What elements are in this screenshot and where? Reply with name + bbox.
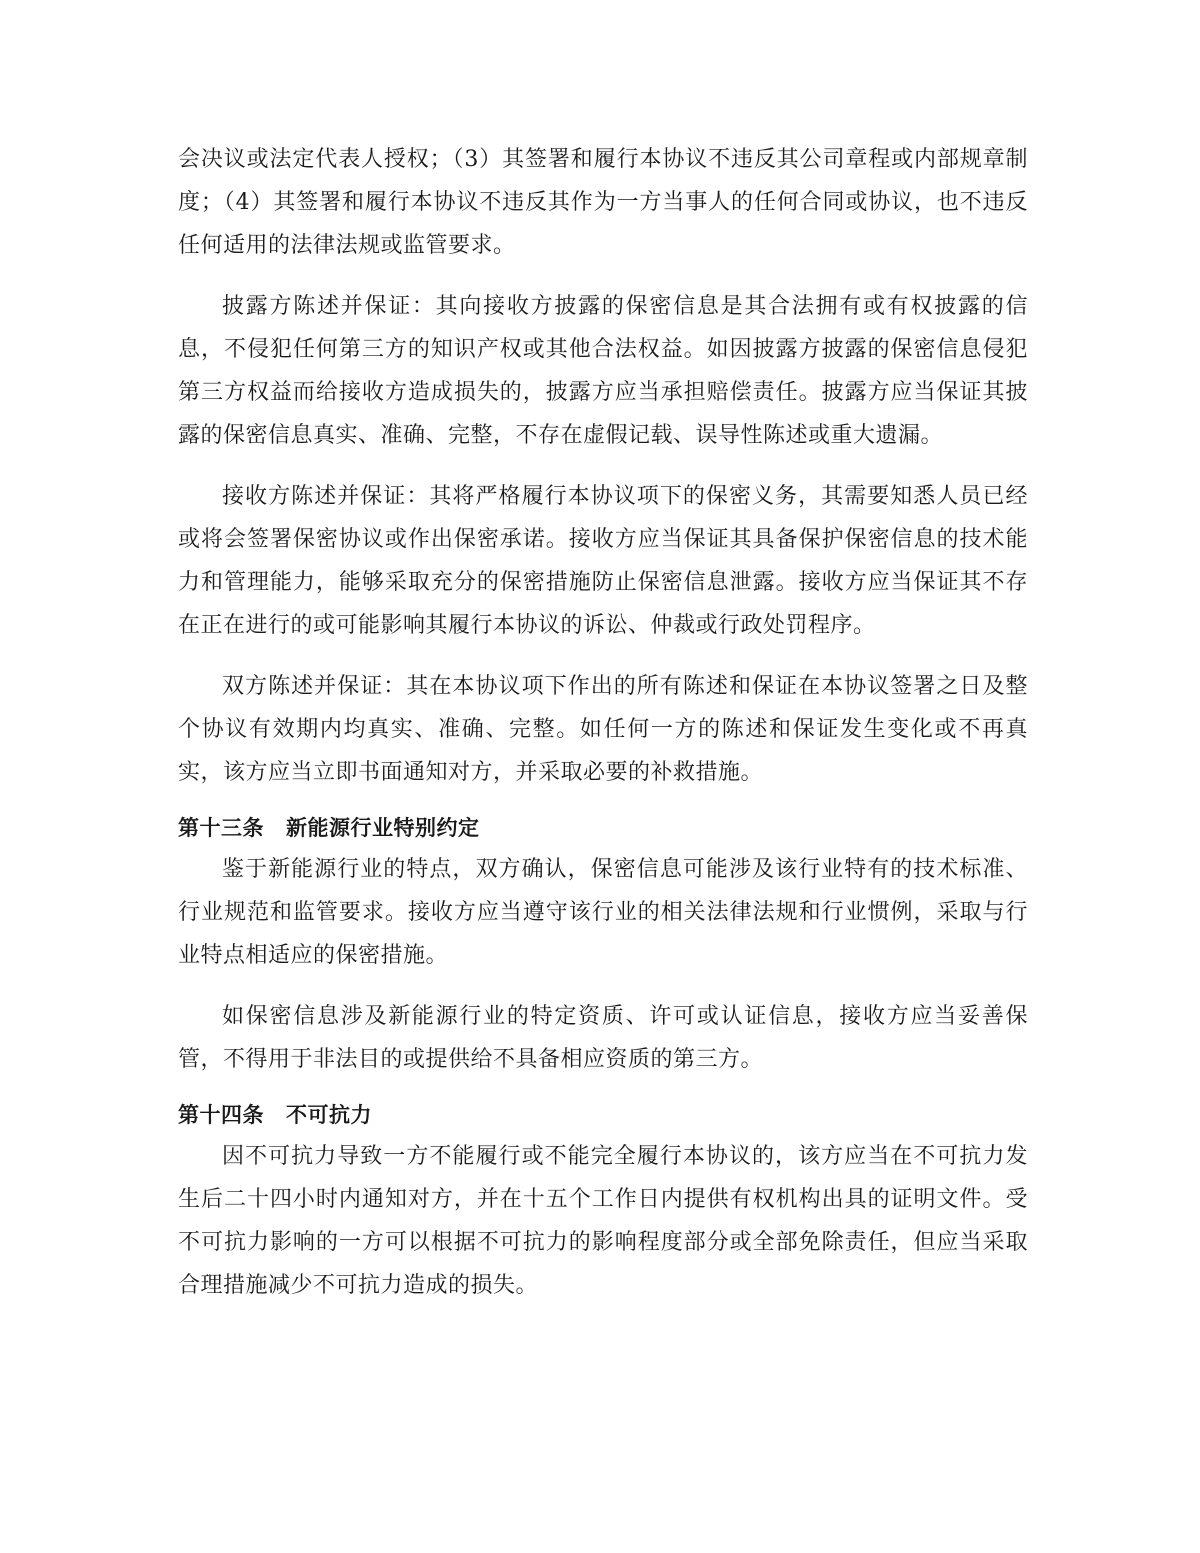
- article-13-heading: [178, 808, 1028, 848]
- paragraph-recipient-warranty: 接收方陈述并保证：其将严格履行本协议项下的保密义务，其需要知悉人员已经或将会签署保密协议或作出保密承诺。接收方应当保证其具备保护保密信息的技术能力和管理能力，能够采取充分的保密措施防止保密信息泄露。接收方应当保证其不存在正在进行的或可能影响其履行本协议的诉讼、仲裁或行政处罚程序。: [178, 484, 1028, 638]
- paragraph-continuation: 会决议或法定代表人授权；（3）其签署和履行本协议不违反其公司章程或内部规章制度；（4）其签署和履行本协议不违反其作为一方当事人的任何合同或协议，也不违反任何适用的法律法规或监管要求。: [178, 147, 1028, 258]
- article-13-title: 新能源行业特别约定: [286, 816, 480, 840]
- paragraph-discloser-warranty: 披露方陈述并保证：其向接收方披露的保密信息是其合法拥有或有权披露的信息，不侵犯任何第三方的知识产权或其他合法权益。如因披露方披露的保密信息侵犯第三方权益而给接收方造成损失的，披露方应当承担赔偿责任。披露方应当保证其披露的保密信息真实、准确、完整，不存在虚假记载、误导性陈述或重大遗漏。: [178, 294, 1028, 448]
- article-14-title: 不可抗力: [286, 1103, 372, 1127]
- article-13-paragraph-2: 如保密信息涉及新能源行业的特定资质、许可或认证信息，接收方应当妥善保管，不得用于非法目的或提供给不具备相应资质的第三方。: [178, 1004, 1028, 1072]
- document-page: [178, 138, 1028, 1307]
- article-13-number: 第十三条: [178, 816, 264, 840]
- paragraph-mutual-warranty: 双方陈述并保证：其在本协议项下作出的所有陈述和保证在本协议签署之日及整个协议有效期内均真实、准确、完整。如任何一方的陈述和保证发生变化或不再真实，该方应当立即书面通知对方，并采取必要的补救措施。: [178, 674, 1028, 785]
- article-14-paragraph-1: 因不可抗力导致一方不能履行或不能完全履行本协议的，该方应当在不可抗力发生后二十四小时内通知对方，并在十五个工作日内提供有权机构出具的证明文件。受不可抗力影响的一方可以根据不可抗力的影响程度部分或全部免除责任，但应当采取合理措施减少不可抗力造成的损失。: [178, 1144, 1028, 1298]
- article-14-number: 第十四条: [178, 1103, 264, 1127]
- article-14-heading: [178, 1095, 1028, 1135]
- article-13-paragraph-1: 鉴于新能源行业的特点，双方确认，保密信息可能涉及该行业特有的技术标准、行业规范和监管要求。接收方应当遵守该行业的相关法律法规和行业惯例，采取与行业特点相适应的保密措施。: [178, 857, 1028, 968]
